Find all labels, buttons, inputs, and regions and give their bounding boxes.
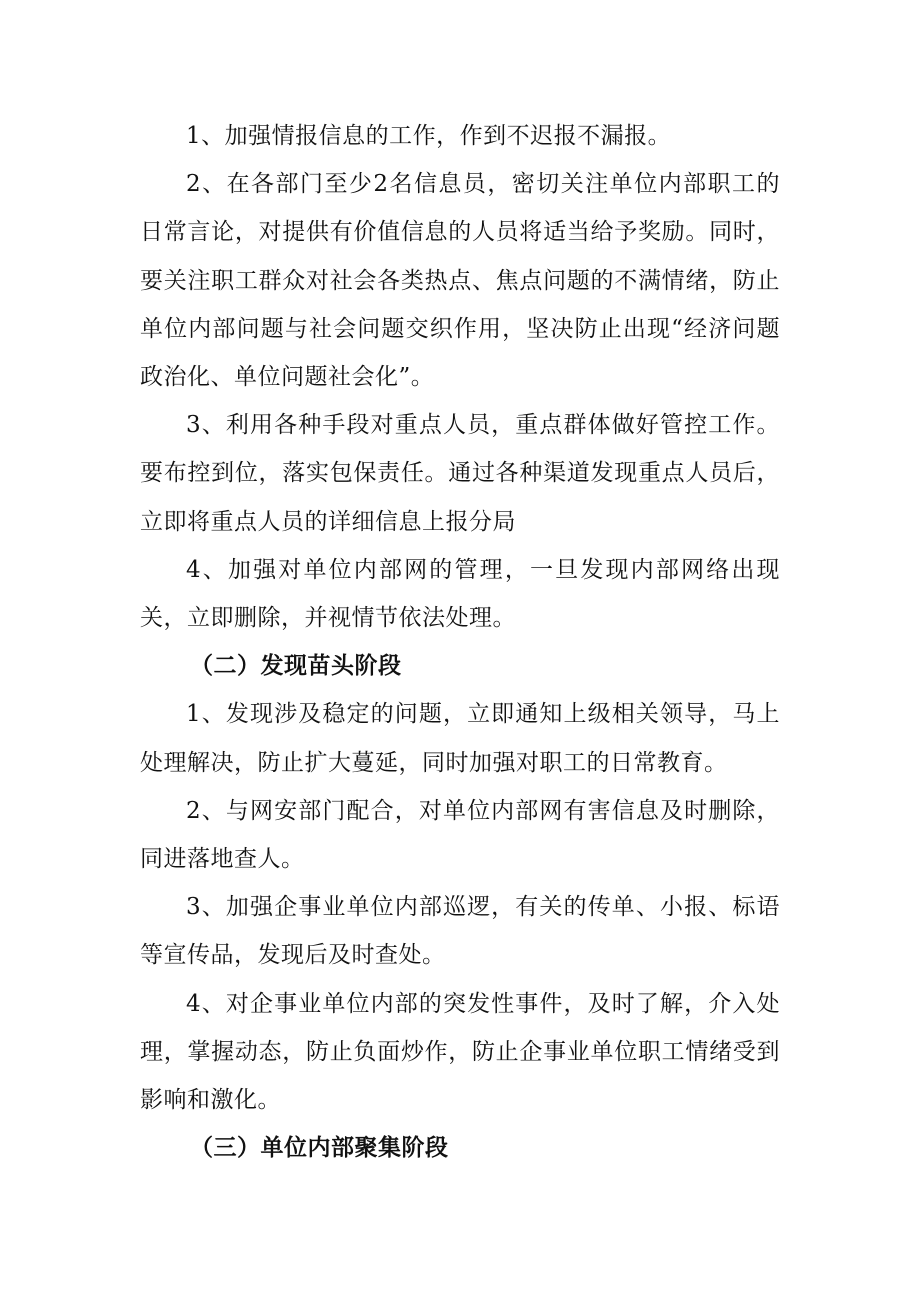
paragraph-2-4: 4、对企事业单位内部的突发性事件，及时了解，介入处理，掌握动态，防止负面炒作，防止企事业单位职工情绪受到影响和激化。 bbox=[140, 990, 780, 1114]
paragraph-2-2: 2、与网安部门配合，对单位内部网有害信息及时删除，同进落地查人。 bbox=[140, 797, 780, 873]
document-body bbox=[140, 112, 780, 1172]
paragraph-2-3: 3、加强企事业单位内部巡逻，有关的传单、小报、标语等宣传品，发现后及时查处。 bbox=[140, 894, 780, 969]
section-heading-3: （三）单位内部聚集阶段 bbox=[190, 1134, 449, 1162]
paragraph-2-1: 1、发现涉及稳定的问题，立即通知上级相关领导，马上处理解决，防止扩大蔓延，同时加强对职工的日常教育。 bbox=[140, 701, 780, 776]
section-heading-2: （二）发现苗头阶段 bbox=[190, 652, 402, 680]
paragraph-1-1: 1、加强情报信息的工作，作到不迟报不漏报。 bbox=[186, 123, 672, 149]
paragraph-1-2: 2、在各部门至少2名信息员，密切关注单位内部职工的日常言论，对提供有价值信息的人员将适当给予奖励。同时，要关注职工群众对社会各类热点、焦点问题的不满情绪，防止单位内部问题与社会问题交织作用，坚决防止出现“经济问题政治化、单位问题社会化”。 bbox=[140, 171, 780, 391]
paragraph-1-4: 4、加强对单位内部网的管理，一旦发现内部网络出现关，立即删除，并视情节依法处理。 bbox=[140, 556, 780, 632]
paragraph-1-3: 3、利用各种手段对重点人员，重点群体做好管控工作。要布控到位，落实包保责任。通过各种渠道发现重点人员后，立即将重点人员的详细信息上报分局 bbox=[140, 412, 780, 535]
